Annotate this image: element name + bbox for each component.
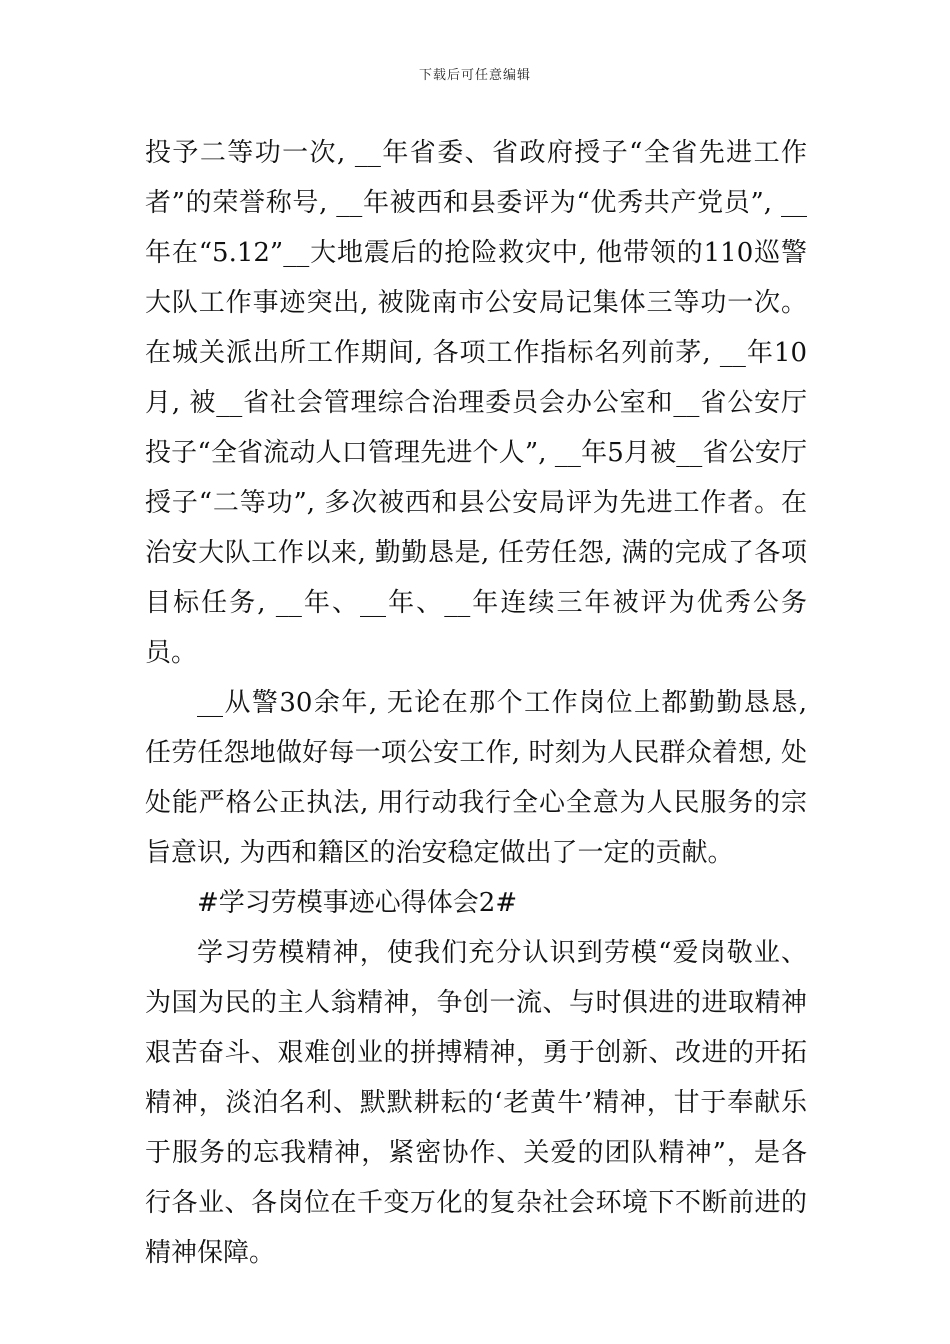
paragraph-award-history: 投予二等功一次, __年省委、省政府授子“全省先进工作者”的荣誉称号, __年被西和县委评为“优秀共产党员”, __年在“5.12”__大地震后的抢险救灾中, 他带领的110巡警大队工作事迹突出, 被陇南市公安局记集体三等功一次。在城关派出所工作期间, 各项工作指标名列前茅, __年10月, 被__省社会管理综合治理委员会办公室和__省公安厅投子“全省流动人口管理先进个人”, __年5月被__省公安厅授子“二等功”, 多次被西和县公安局评为先进工作者。在治安大队工作以来, 勤勤恳是, 任劳任怨, 满的完成了各项目标任务, __年、__年、__年连续三年被评为优秀公务员。	[145, 138, 807, 668]
paragraph-model-worker-spirit: 学习劳模精神，使我们充分认识到劳模“爱岗敬业、为国为民的主人翁精神，争创一流、与时俱进的进取精神艰苦奋斗、艰难创业的拼搏精神，勇于创新、改进的开拓精神，淡泊名利、默默耕耘的‘老黄牛’精神，甘于奉献乐于服务的忘我精神，紧密协作、关爱的团队精神”，是各行各业、各岗位在千变万化的复杂社会环境下不断前进的精神保障。	[145, 938, 807, 1268]
document-body	[145, 128, 807, 1278]
paragraph-service-summary: __从警30余年, 无论在那个工作岗位上都勤勤恳恳, 任劳任怨地做好每一项公安工作, 时刻为人民群众着想, 处处能严格公正执法, 用行动我行全心全意为人民服务的宗旨意识, 为西和籍区的治安稳定做出了一定的贡献。	[145, 688, 807, 868]
page-header-note: 下载后可任意编辑	[418, 68, 531, 83]
section-heading: #学习劳模事迹心得体会2#	[197, 888, 518, 918]
